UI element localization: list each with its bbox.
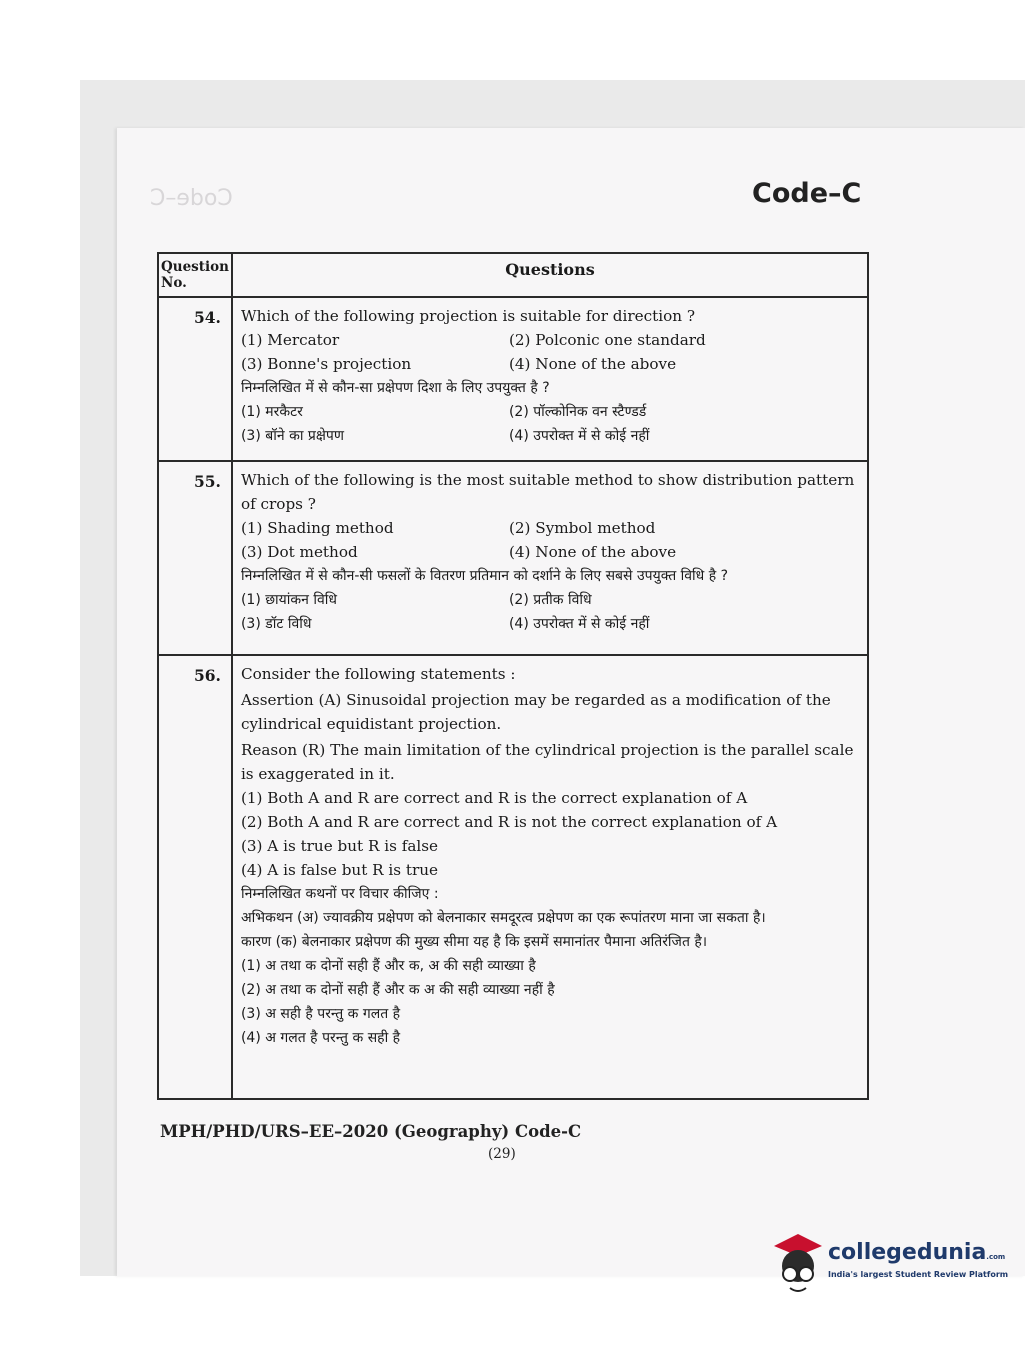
mascot-logo-icon (768, 1230, 826, 1300)
option-4: (4) A is false but R is true (240, 861, 439, 879)
question-number: 54. (158, 297, 232, 461)
option-3: (3) A is true but R is false (240, 837, 439, 855)
question-row-55 (158, 461, 868, 655)
question-text-hi: निम्नलिखित कथनों पर विचार कीजिए : (240, 886, 439, 902)
option-3: (3) Bonne's projection (240, 355, 412, 373)
table-header-row (158, 253, 868, 297)
bleed-through-code: Code–C (150, 186, 233, 211)
question-no-header: Question No. (158, 253, 232, 297)
page-number: (29) (488, 1146, 516, 1162)
option-2: (2) Polconic one standard (508, 331, 706, 349)
option-3-hi: (3) अ सही है परन्तु क गलत है (240, 1006, 401, 1022)
option-3-hi: (3) डॉट विधि (240, 616, 312, 632)
option-2-hi: (2) अ तथा क दोनों सही हैं और क अ की सही व्याख्या नहीं है (240, 982, 555, 998)
question-number: 56. (158, 655, 232, 1099)
question-text-en: Which of the following projection is suitable for direction ? (240, 307, 695, 325)
reason-hi: कारण (क) बेलनाकार प्रक्षेपण की मुख्य सीमा यह है कि इसमें समानांतर पैमाना अतिरंजित है। (240, 934, 708, 950)
brand-tagline: India's largest Student Review Platform (828, 1270, 1009, 1279)
question-row-54 (158, 297, 868, 461)
collegedunia-watermark (768, 1230, 1009, 1310)
option-4: (4) None of the above (508, 543, 677, 561)
exam-footer-title: MPH/PHD/URS–EE–2020 (Geography) Code-C (160, 1122, 582, 1141)
question-text-hi: निम्नलिखित में से कौन-सा प्रक्षेपण दिशा के लिए उपयुक्त है ? (240, 380, 550, 396)
option-1: (1) Shading method (240, 519, 394, 537)
questions-table (157, 252, 869, 1100)
assertion-en: Assertion (A) Sinusoidal projection may be regarded as a modification of the cylindrical equidistant projection. (240, 691, 831, 733)
option-1: (1) Both A and R are correct and R is the correct explanation of A (240, 789, 748, 807)
question-text-en: Consider the following statements : (240, 665, 516, 683)
option-1-hi: (1) छायांकन विधि (240, 592, 338, 608)
option-2: (2) Symbol method (508, 519, 656, 537)
questions-header: Questions (232, 253, 868, 297)
option-2-hi: (2) पॉल्कोनिक वन स्टैण्डर्ड (508, 404, 647, 420)
option-3: (3) Dot method (240, 543, 358, 561)
question-number: 55. (158, 461, 232, 655)
option-4-hi: (4) उपरोक्त में से कोई नहीं (508, 616, 650, 632)
option-1-hi: (1) अ तथा क दोनों सही हैं और क, अ की सही व्याख्या है (240, 958, 536, 974)
option-4-hi: (4) अ गलत है परन्तु क सही है (240, 1030, 401, 1046)
reason-en: Reason (R) The main limitation of the cylindrical projection is the parallel scale is exaggerated in it. (240, 741, 854, 783)
question-text-hi: निम्नलिखित में से कौन-सी फसलों के वितरण प्रतिमान को दर्शाने के लिए सबसे उपयुक्त विधि है ? (240, 568, 729, 584)
option-3-hi: (3) बॉने का प्रक्षेपण (240, 428, 344, 444)
brand-name: collegedunia.com (828, 1240, 1006, 1265)
option-4: (4) None of the above (508, 355, 677, 373)
question-text-en: Which of the following is the most suitable method to show distribution pattern of crops ? (240, 471, 855, 513)
option-2-hi: (2) प्रतीक विधि (508, 592, 592, 608)
question-row-56 (158, 655, 868, 1099)
option-1: (1) Mercator (240, 331, 340, 349)
option-4-hi: (4) उपरोक्त में से कोई नहीं (508, 428, 650, 444)
option-1-hi: (1) मरकैटर (240, 404, 303, 420)
option-2: (2) Both A and R are correct and R is not the correct explanation of A (240, 813, 778, 831)
paper-code: Code–C (752, 178, 862, 209)
assertion-hi: अभिकथन (अ) ज्यावक्रीय प्रक्षेपण को बेलनाकार समदूरत्व प्रक्षेपण का एक रूपांतरण माना जा सकता है। (240, 910, 766, 926)
